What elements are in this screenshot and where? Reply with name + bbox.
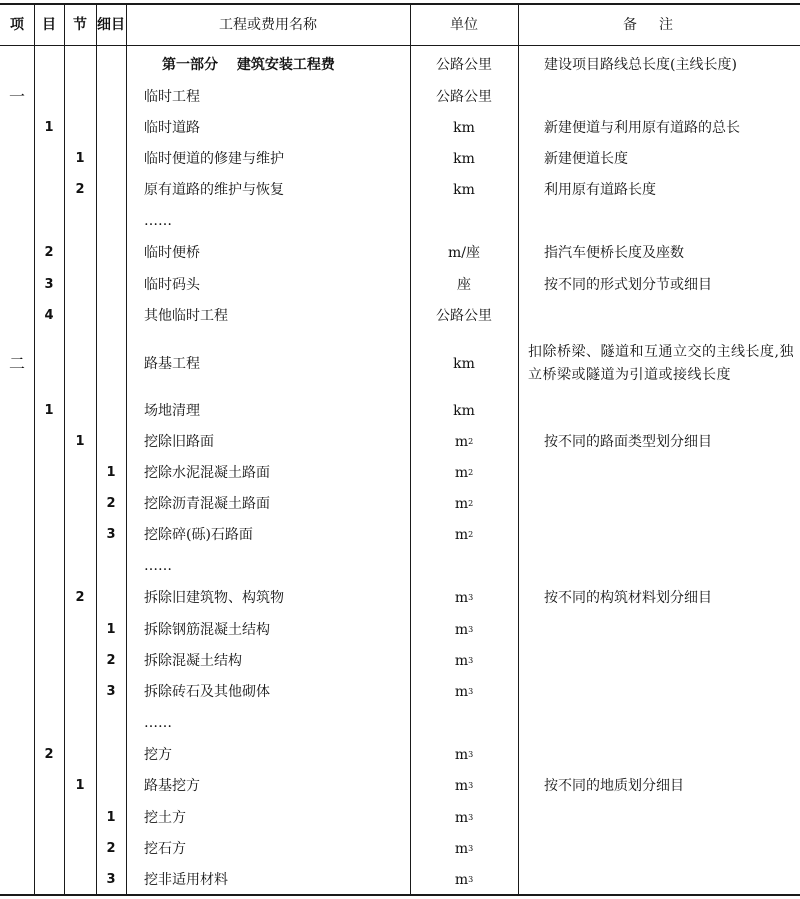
row-ximu: 3 bbox=[106, 872, 116, 887]
row-note bbox=[518, 646, 800, 676]
row-name: 第一部分 建筑安装工程费 bbox=[162, 57, 335, 73]
header-jie: 节 bbox=[73, 17, 87, 33]
row-mu: 3 bbox=[44, 277, 54, 292]
row-jie bbox=[64, 396, 96, 426]
row-xiang bbox=[0, 520, 34, 550]
row-unit: km bbox=[453, 182, 475, 198]
row-xiang bbox=[0, 144, 34, 174]
table-row bbox=[0, 583, 800, 613]
row-xiang bbox=[0, 458, 34, 488]
row-unit: km bbox=[453, 356, 475, 372]
row-ximu bbox=[96, 238, 126, 268]
table-row bbox=[0, 206, 800, 236]
row-xiang bbox=[0, 740, 34, 770]
header-unit: 单位 bbox=[450, 17, 478, 33]
row-note: 指汽车便桥长度及座数 bbox=[544, 245, 684, 261]
row-unit: 座 bbox=[457, 277, 471, 293]
row-unit: m 3 bbox=[454, 590, 474, 606]
row-note bbox=[518, 708, 800, 738]
row-mu bbox=[34, 50, 64, 80]
row-mu bbox=[34, 206, 64, 236]
row-name: 挖方 bbox=[144, 747, 172, 763]
table-row bbox=[0, 238, 800, 268]
row-unit bbox=[410, 708, 518, 738]
row-ximu: 3 bbox=[106, 527, 116, 542]
row-name: …… bbox=[144, 715, 172, 731]
header-name: 工程或费用名称 bbox=[219, 17, 317, 33]
row-mu bbox=[34, 82, 64, 112]
row-name: 临时码头 bbox=[144, 277, 200, 293]
row-unit: m/座 bbox=[448, 245, 480, 261]
header-ximu: 细目 bbox=[97, 16, 125, 33]
row-unit bbox=[410, 551, 518, 581]
row-ximu: 3 bbox=[106, 684, 116, 699]
table-row bbox=[0, 646, 800, 676]
row-ximu bbox=[96, 50, 126, 80]
row-ximu bbox=[96, 771, 126, 801]
row-name: 路基工程 bbox=[144, 356, 200, 372]
row-name: 拆除钢筋混凝土结构 bbox=[144, 622, 270, 638]
row-name: 临时便桥 bbox=[144, 245, 200, 261]
row-name: 挖土方 bbox=[144, 810, 186, 826]
row-jie bbox=[64, 301, 96, 331]
row-ximu: 2 bbox=[106, 653, 116, 668]
row-note bbox=[518, 865, 800, 895]
row-mu bbox=[34, 803, 64, 833]
row-ximu: 1 bbox=[106, 622, 116, 637]
row-unit: m 3 bbox=[454, 810, 474, 826]
row-xiang bbox=[0, 708, 34, 738]
row-unit: 公路公里 bbox=[436, 89, 492, 105]
row-note bbox=[518, 740, 800, 770]
row-xiang bbox=[0, 270, 34, 300]
row-name: 其他临时工程 bbox=[144, 308, 228, 324]
row-jie bbox=[64, 50, 96, 80]
row-mu bbox=[34, 708, 64, 738]
row-xiang bbox=[0, 50, 34, 80]
table-row bbox=[0, 50, 800, 80]
row-unit bbox=[410, 206, 518, 236]
row-mu bbox=[34, 551, 64, 581]
row-mu bbox=[34, 771, 64, 801]
row-xiang bbox=[0, 834, 34, 864]
row-mu bbox=[34, 333, 64, 395]
row-xiang bbox=[0, 396, 34, 426]
row-name: 挖除旧路面 bbox=[144, 434, 214, 450]
row-mu: 2 bbox=[44, 747, 54, 762]
table-row bbox=[0, 175, 800, 205]
row-name: 临时道路 bbox=[144, 120, 200, 136]
table-row bbox=[0, 82, 800, 112]
row-xiang bbox=[0, 301, 34, 331]
row-note: 按不同的形式划分节或细目 bbox=[544, 277, 712, 293]
row-note: 按不同的构筑材料划分细目 bbox=[544, 590, 712, 606]
row-unit: m 2 bbox=[454, 527, 474, 543]
row-xiang bbox=[0, 865, 34, 895]
row-name: …… bbox=[144, 558, 172, 574]
row-ximu bbox=[96, 551, 126, 581]
table-row bbox=[0, 803, 800, 833]
row-unit: km bbox=[453, 403, 475, 419]
row-unit: m 2 bbox=[454, 496, 474, 512]
row-jie bbox=[64, 82, 96, 112]
row-xiang bbox=[0, 583, 34, 613]
row-note: 按不同的路面类型划分细目 bbox=[544, 434, 712, 450]
row-ximu: 2 bbox=[106, 841, 116, 856]
row-jie bbox=[64, 113, 96, 143]
row-note bbox=[518, 206, 800, 236]
table-row bbox=[0, 677, 800, 707]
row-xiang bbox=[0, 113, 34, 143]
row-xiang: 二 bbox=[8, 354, 25, 373]
row-mu bbox=[34, 144, 64, 174]
row-jie: 1 bbox=[75, 151, 85, 166]
row-note bbox=[518, 82, 800, 112]
row-jie bbox=[64, 834, 96, 864]
row-xiang bbox=[0, 803, 34, 833]
row-jie bbox=[64, 238, 96, 268]
row-note bbox=[518, 615, 800, 645]
row-note bbox=[518, 551, 800, 581]
row-xiang bbox=[0, 615, 34, 645]
row-ximu bbox=[96, 144, 126, 174]
row-jie bbox=[64, 458, 96, 488]
table-row bbox=[0, 740, 800, 770]
row-name: 挖除沥青混凝土路面 bbox=[144, 496, 270, 512]
row-unit: km bbox=[453, 151, 475, 167]
row-name: …… bbox=[144, 213, 172, 229]
row-xiang bbox=[0, 646, 34, 676]
row-ximu bbox=[96, 583, 126, 613]
row-unit: m 3 bbox=[454, 653, 474, 669]
row-ximu bbox=[96, 301, 126, 331]
row-mu: 2 bbox=[44, 245, 54, 260]
row-mu: 1 bbox=[44, 120, 54, 135]
row-name: 挖石方 bbox=[144, 841, 186, 857]
row-ximu bbox=[96, 396, 126, 426]
row-mu: 1 bbox=[44, 403, 54, 418]
header-rule bbox=[0, 45, 800, 46]
row-unit: 公路公里 bbox=[436, 308, 492, 324]
row-mu bbox=[34, 458, 64, 488]
row-name: 原有道路的维护与恢复 bbox=[144, 182, 284, 198]
row-ximu bbox=[96, 82, 126, 112]
row-mu bbox=[34, 520, 64, 550]
row-jie: 2 bbox=[75, 182, 85, 197]
row-note: 按不同的地质划分细目 bbox=[544, 778, 684, 794]
row-xiang bbox=[0, 771, 34, 801]
table-row bbox=[0, 458, 800, 488]
row-jie bbox=[64, 803, 96, 833]
row-unit: m 2 bbox=[454, 434, 474, 450]
row-xiang bbox=[0, 677, 34, 707]
row-ximu bbox=[96, 270, 126, 300]
row-name: 临时工程 bbox=[144, 89, 200, 105]
row-unit: m 3 bbox=[454, 684, 474, 700]
row-name: 挖除水泥混凝土路面 bbox=[144, 465, 270, 481]
row-unit: m 2 bbox=[454, 465, 474, 481]
table-row bbox=[0, 520, 800, 550]
row-name: 路基挖方 bbox=[144, 778, 200, 794]
row-note bbox=[518, 458, 800, 488]
row-jie bbox=[64, 865, 96, 895]
row-mu bbox=[34, 646, 64, 676]
table-row bbox=[0, 144, 800, 174]
row-jie bbox=[64, 646, 96, 676]
row-xiang bbox=[0, 551, 34, 581]
table-row bbox=[0, 396, 800, 426]
row-mu bbox=[34, 583, 64, 613]
row-ximu bbox=[96, 427, 126, 457]
table-row bbox=[0, 771, 800, 801]
table-row bbox=[0, 708, 800, 738]
row-ximu bbox=[96, 333, 126, 395]
row-note: 建设项目路线总长度(主线长度) bbox=[544, 57, 737, 73]
table-row bbox=[0, 333, 800, 395]
row-jie bbox=[64, 677, 96, 707]
row-jie: 1 bbox=[75, 778, 85, 793]
row-note bbox=[518, 396, 800, 426]
row-unit: 公路公里 bbox=[436, 57, 492, 73]
row-jie bbox=[64, 551, 96, 581]
row-unit: m 3 bbox=[454, 747, 474, 763]
row-note bbox=[518, 489, 800, 519]
row-note bbox=[518, 520, 800, 550]
row-name: 拆除旧建筑物、构筑物 bbox=[144, 590, 284, 606]
row-note: 利用原有道路长度 bbox=[544, 182, 656, 198]
row-ximu: 1 bbox=[106, 465, 116, 480]
row-ximu bbox=[96, 740, 126, 770]
row-note bbox=[518, 834, 800, 864]
table-row bbox=[0, 301, 800, 331]
row-ximu bbox=[96, 113, 126, 143]
row-xiang bbox=[0, 427, 34, 457]
row-ximu bbox=[96, 175, 126, 205]
row-ximu: 2 bbox=[106, 496, 116, 511]
row-mu bbox=[34, 677, 64, 707]
row-ximu bbox=[96, 708, 126, 738]
row-name: 拆除砖石及其他砌体 bbox=[144, 684, 270, 700]
row-mu bbox=[34, 615, 64, 645]
row-name: 挖非适用材料 bbox=[144, 872, 228, 888]
row-mu: 4 bbox=[44, 308, 54, 323]
row-ximu: 1 bbox=[106, 810, 116, 825]
table-row bbox=[0, 865, 800, 895]
row-jie bbox=[64, 740, 96, 770]
header-mu: 目 bbox=[42, 17, 56, 33]
row-unit: m 3 bbox=[454, 622, 474, 638]
row-mu bbox=[34, 175, 64, 205]
row-note bbox=[518, 301, 800, 331]
row-name: 拆除混凝土结构 bbox=[144, 653, 242, 669]
row-xiang: 一 bbox=[8, 87, 25, 106]
row-mu bbox=[34, 865, 64, 895]
table-row bbox=[0, 834, 800, 864]
row-mu bbox=[34, 834, 64, 864]
table-row bbox=[0, 615, 800, 645]
table-row bbox=[0, 551, 800, 581]
row-xiang bbox=[0, 175, 34, 205]
row-jie: 1 bbox=[75, 434, 85, 449]
row-name: 场地清理 bbox=[144, 403, 200, 419]
row-name: 挖除碎(砾)石路面 bbox=[144, 527, 253, 543]
row-xiang bbox=[0, 238, 34, 268]
row-jie bbox=[64, 520, 96, 550]
header-xiang: 项 bbox=[10, 17, 24, 33]
row-jie bbox=[64, 615, 96, 645]
row-note bbox=[518, 677, 800, 707]
row-unit: m 3 bbox=[454, 841, 474, 857]
table-header bbox=[0, 5, 800, 45]
row-note: 扣除桥梁、隧道和互通立交的主线长度,独立桥梁或隧道为引道或接线长度 bbox=[528, 344, 794, 383]
row-note: 新建便道长度 bbox=[544, 151, 628, 167]
row-jie bbox=[64, 206, 96, 236]
row-name: 临时便道的修建与维护 bbox=[144, 151, 284, 167]
row-jie bbox=[64, 333, 96, 395]
table-row bbox=[0, 270, 800, 300]
row-jie: 2 bbox=[75, 590, 85, 605]
row-unit: m 3 bbox=[454, 872, 474, 888]
row-note: 新建便道与利用原有道路的总长 bbox=[544, 120, 740, 136]
row-jie bbox=[64, 708, 96, 738]
row-xiang bbox=[0, 489, 34, 519]
row-note bbox=[518, 803, 800, 833]
header-note: 备注 bbox=[623, 17, 695, 33]
table-row bbox=[0, 489, 800, 519]
table-row bbox=[0, 427, 800, 457]
table-row bbox=[0, 113, 800, 143]
row-xiang bbox=[0, 206, 34, 236]
row-mu bbox=[34, 489, 64, 519]
row-mu bbox=[34, 427, 64, 457]
row-unit: km bbox=[453, 120, 475, 136]
row-unit: m 3 bbox=[454, 778, 474, 794]
row-jie bbox=[64, 489, 96, 519]
row-jie bbox=[64, 270, 96, 300]
row-ximu bbox=[96, 206, 126, 236]
